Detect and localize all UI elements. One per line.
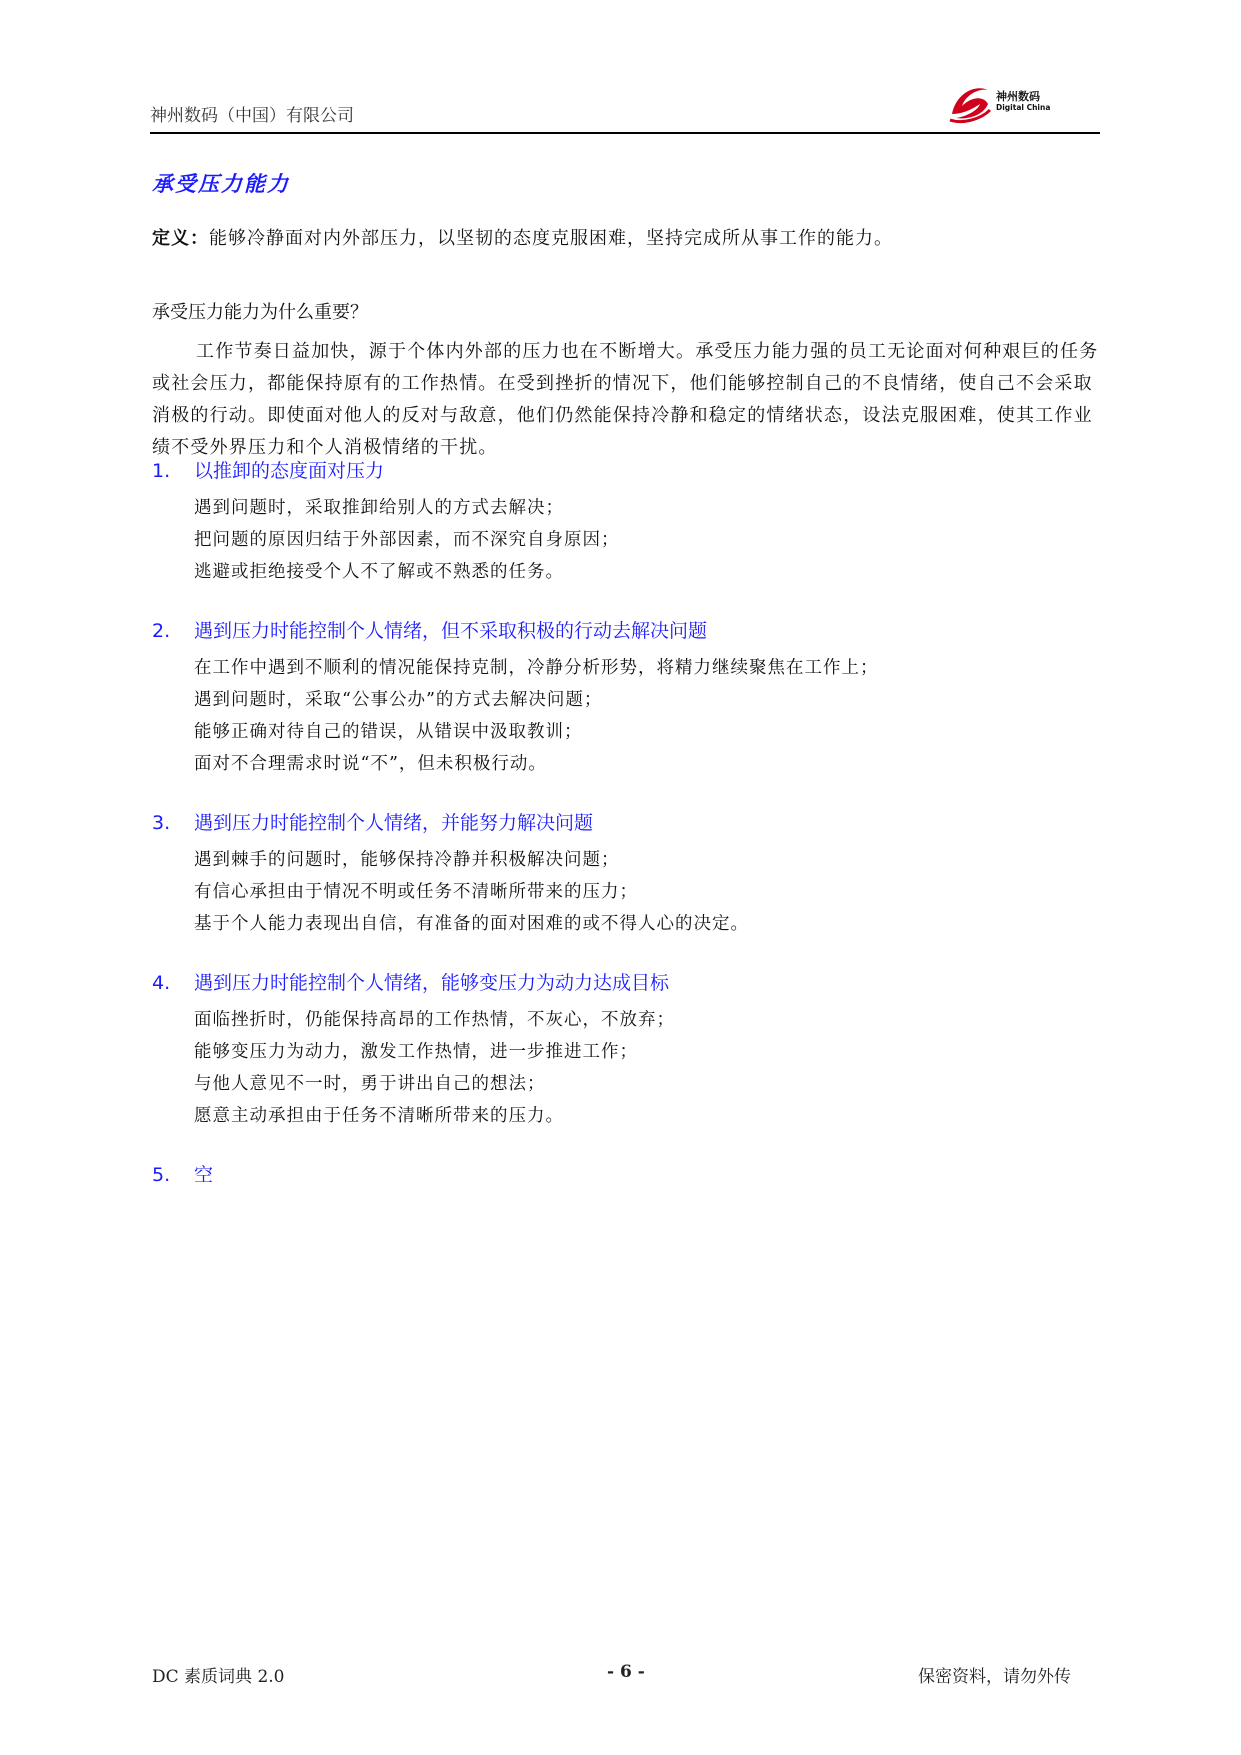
- behavior-item: 把问题的原因归结于外部因素，而不深究自身原因；: [194, 530, 620, 550]
- behavior-item: 逃避或拒绝接受个人不了解或不熟悉的任务。: [194, 562, 564, 582]
- level-number: 3.: [152, 812, 171, 834]
- behavior-item: 面对不合理需求时说“不”，但未积极行动。: [194, 754, 547, 774]
- level-section: [152, 968, 1102, 1132]
- level-section: [152, 616, 1102, 780]
- level-heading: [152, 968, 1102, 998]
- behavior-item: 遇到棘手的问题时，能够保持冷静并积极解决问题；: [194, 850, 620, 870]
- why-heading: 承受压力能力为什么重要？: [152, 302, 368, 323]
- behavior-item: 基于个人能力表现出自信，有准备的面对困难的或不得人心的决定。: [194, 914, 749, 934]
- page-header: [150, 78, 1100, 134]
- level-number: 4.: [152, 972, 171, 994]
- level-heading: [152, 1160, 1102, 1190]
- behavior-item: 遇到问题时，采取“公事公办”的方式去解决问题；: [194, 690, 603, 710]
- behavior-item: 在工作中遇到不顺利的情况能保持克制，冷静分析形势，将精力继续聚焦在工作上；: [194, 658, 879, 678]
- level-behaviors: [152, 652, 1102, 780]
- behavior-item: 能够变压力为动力，激发工作热情，进一步推进工作；: [194, 1042, 638, 1062]
- level-behaviors: [152, 492, 1102, 588]
- footer-document-name: DC 素质词典 2.0: [152, 1667, 285, 1687]
- level-heading: [152, 616, 1102, 646]
- definition-label: 定义：: [152, 228, 209, 249]
- digital-china-logo-icon: [946, 80, 994, 126]
- footer-confidential-notice: 保密资料，请勿外传: [918, 1667, 1071, 1687]
- definition: [152, 224, 893, 250]
- behavior-item: 能够正确对待自己的错误，从错误中汲取教训；: [194, 722, 583, 742]
- logo-chinese-text: 神州数码: [996, 90, 1040, 103]
- level-title: 遇到压力时能控制个人情绪，但不采取积极的行动去解决问题: [194, 620, 708, 642]
- behavior-item: 与他人意见不一时，勇于讲出自己的想法；: [194, 1074, 546, 1094]
- level-behaviors: [152, 844, 1102, 940]
- level-title: 以推卸的态度面对压力: [194, 460, 385, 482]
- level-number: 5.: [152, 1164, 171, 1186]
- intro-paragraph: 工作节奏日益加快，源于个体内外部的压力也在不断增大。承受压力能力强的员工无论面对何种艰巨的任务或社会压力，都能保持原有的工作热情。在受到挫折的情况下，他们能够控制自己的不良情绪，使自己不会采取消极的行动。即使面对他人的反对与敌意，他们仍然能保持冷静和稳定的情绪状态，设法克服困难，使其工作业绩不受外界压力和个人消极情绪的干扰。: [152, 341, 1099, 458]
- logo-english-text: Digital China: [996, 103, 1051, 112]
- level-heading: [152, 456, 1102, 486]
- company-name: 神州数码（中国）有限公司: [150, 106, 354, 126]
- level-number: 1.: [152, 460, 171, 482]
- behavior-item: 有信心承担由于情况不明或任务不清晰所带来的压力；: [194, 882, 638, 902]
- page-title: 承受压力能力: [152, 172, 290, 196]
- level-title: 遇到压力时能控制个人情绪，能够变压力为动力达成目标: [194, 972, 670, 994]
- level-title: 遇到压力时能控制个人情绪，并能努力解决问题: [194, 812, 594, 834]
- level-behaviors: [152, 1004, 1102, 1132]
- level-number: 2.: [152, 620, 171, 642]
- level-section: [152, 808, 1102, 940]
- level-section: [152, 456, 1102, 588]
- behavior-item: 愿意主动承担由于任务不清晰所带来的压力。: [194, 1106, 564, 1126]
- footer-page-number: - 6 -: [607, 1662, 645, 1682]
- level-heading: [152, 808, 1102, 838]
- definition-text: 能够冷静面对内外部压力，以坚韧的态度克服困难，坚持完成所从事工作的能力。: [209, 228, 893, 249]
- level-title: 空: [194, 1164, 214, 1186]
- level-section: [152, 1160, 1102, 1190]
- behavior-item: 遇到问题时，采取推卸给别人的方式去解决；: [194, 498, 564, 518]
- company-logo: [946, 78, 1066, 128]
- behavior-item: 面临挫折时，仍能保持高昂的工作热情，不灰心，不放弃；: [194, 1010, 675, 1030]
